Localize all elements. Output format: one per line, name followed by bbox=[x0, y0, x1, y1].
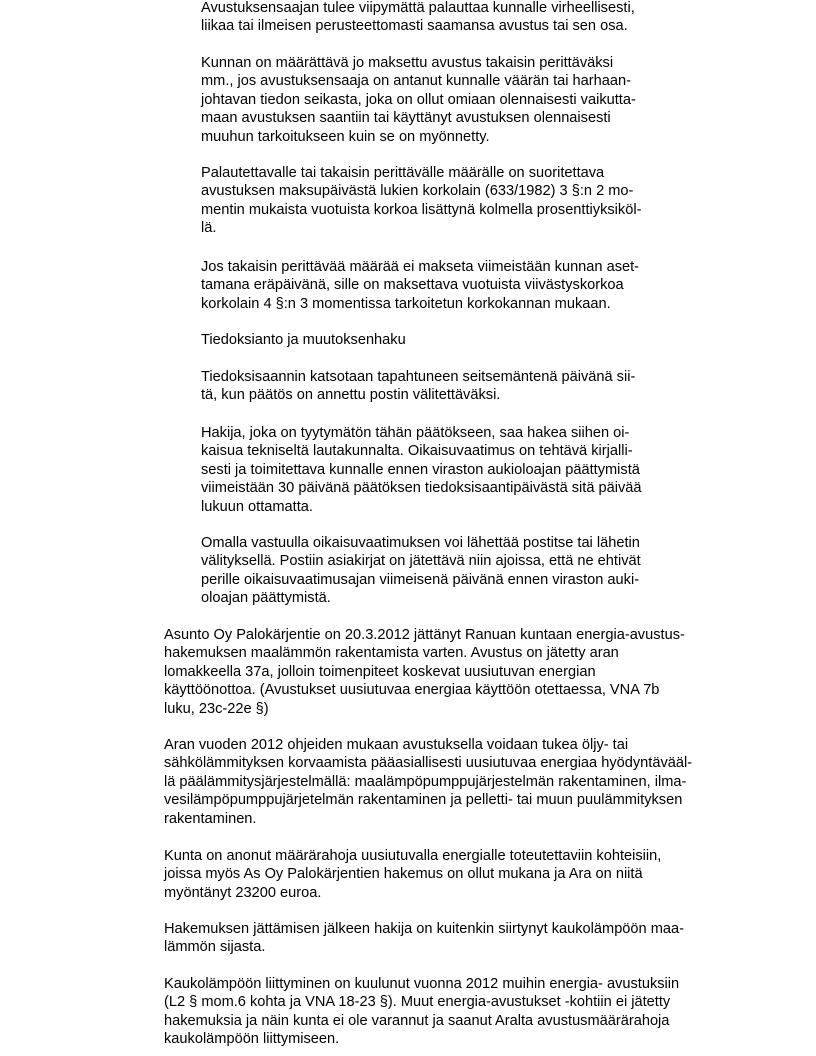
text-line: joissa myös As Oy Palokärjentien hakemus on ollut mukana ja Ara on niitä bbox=[164, 866, 643, 883]
text-line: Tiedoksisaannin katsotaan tapahtuneen seitsemäntenä päivänä sii- bbox=[201, 369, 636, 385]
main-paragraph-5 bbox=[164, 975, 679, 1049]
text-line: maan avustuksen saantiin tai käyttänyt avustuksen olennaisesti bbox=[201, 110, 611, 127]
indented-paragraph-8 bbox=[201, 534, 641, 608]
indented-paragraph-4 bbox=[201, 258, 639, 313]
text-line: perille oikaisuvaatimusajan viimeisenä päivänä ennen viraston auki- bbox=[201, 571, 640, 588]
text-line: rakentaminen. bbox=[164, 810, 257, 827]
text-line: myöntänyt 23200 euroa. bbox=[164, 884, 322, 901]
text-line: hakemuksen maalämmön rakentamista varten. Avustus on jätetty aran bbox=[164, 645, 619, 662]
indented-paragraph-6 bbox=[201, 368, 635, 405]
indented-paragraph-1 bbox=[201, 0, 635, 36]
text-line: hakemuksia ja näin kunta ei ole varannut ja saanut Aralta avustusmäärärahoja bbox=[164, 1012, 670, 1029]
text-line: kaukolämpöön liittymiseen. bbox=[164, 1031, 340, 1048]
text-line: Hakija, joka on tyytymätön tähän päätökseen, saa hakea siihen oi- bbox=[201, 425, 630, 441]
main-paragraph-3 bbox=[164, 847, 661, 902]
text-line: Kaukolämpöön liittyminen on kuulunut vuonna 2012 muihin energia- avustuksiin bbox=[164, 976, 680, 992]
main-paragraph-1 bbox=[164, 626, 685, 718]
section-heading bbox=[201, 331, 406, 349]
indented-paragraph-3 bbox=[201, 164, 641, 238]
text-line: Hakemuksen jättämisen jälkeen hakija on kuitenkin siirtynyt kaukolämpöön maa- bbox=[164, 921, 684, 937]
text-line: Jos takaisin perittävää määrää ei makseta viimeistään kunnan aset- bbox=[201, 259, 640, 275]
text-line: Avustuksensaajan tulee viipymättä palauttaa kunnalle virheellisesti, bbox=[201, 0, 635, 16]
text-line: luku, 23c-22e §) bbox=[164, 700, 269, 717]
indented-paragraph-2 bbox=[201, 54, 636, 146]
text-line: Aran vuoden 2012 ohjeiden mukaan avustuksella voidaan tukea öljy- tai bbox=[164, 737, 629, 753]
text-line: Palautettavalle tai takaisin perittävälle määrälle on suoritettava bbox=[201, 165, 605, 181]
text-line: tä, kun päätös on annettu postin välitettäväksi. bbox=[201, 387, 501, 404]
main-paragraph-4 bbox=[164, 920, 684, 957]
text-line: lomakkeella 37a, jolloin toimenpiteet koskevat uusiutuvan energian bbox=[164, 663, 596, 680]
text-line: vesilämpöpumppujärjetelmän rakentaminen ja pelletti- tai muun puulämmityksen bbox=[164, 792, 683, 809]
text-line: tamana eräpäivänä, sille on maksettava vuotuista viivästyskorkoa bbox=[201, 277, 624, 294]
text-line: välityksellä. Postiin asiakirjat on jätettävä niin ajoissa, että ne ehtivät bbox=[201, 553, 641, 570]
text-line: (L2 § mom.6 kohta ja VNA 18-23 §). Muut energia-avustukset -kohtiin ei jätetty bbox=[164, 994, 671, 1011]
indented-paragraph-7 bbox=[201, 424, 642, 516]
text-line: Kunta on anonut määrärahoja uusiutuvalla energialle toteutettaviin kohteisiin, bbox=[164, 848, 662, 864]
text-line: sesti ja toimitettava kunnalle ennen viraston aukioloajan päättymistä bbox=[201, 461, 640, 478]
text-line: mm., jos avustuksensaaja on antanut kunnalle väärän tai harhaan- bbox=[201, 73, 631, 90]
text-line: Kunnan on määrättävä jo maksettu avustus takaisin perittäväksi bbox=[201, 55, 614, 71]
text-line: käyttöönottoa. (Avustukset uusiutuvaa energiaa käyttöön otettaessa, VNA 7b bbox=[164, 682, 660, 699]
text-line: lukuun ottamatta. bbox=[201, 498, 313, 515]
text-line: oloajan päättymistä. bbox=[201, 590, 331, 607]
text-line: lä. bbox=[201, 220, 217, 237]
text-line: lä päälämmitysjärjestelmällä: maalämpöpumppujärjestelmän rakentaminen, ilma- bbox=[164, 773, 687, 790]
text-line: johtavan tiedon seikasta, joka on ollut omiaan olennaisesti vaikutta- bbox=[201, 91, 636, 108]
text-line: korkolain 4 §:n 3 momentissa tarkoitetun korkokannan mukaan. bbox=[201, 295, 611, 312]
text-line: lämmön sijasta. bbox=[164, 939, 266, 956]
text-line: viimeistään 30 päivänä päätöksen tiedoksisaantipäivästä sitä päivää bbox=[201, 480, 642, 497]
heading-text: Tiedoksianto ja muutoksenhaku bbox=[201, 332, 406, 348]
text-line: kaisua tekniseltä lautakunnalta. Oikaisuvaatimus on tehtävä kirjalli- bbox=[201, 443, 633, 460]
text-line: liikaa tai ilmeisen perusteettomasti saamansa avustus tai sen osa. bbox=[201, 18, 628, 35]
text-line: Omalla vastuulla oikaisuvaatimuksen voi lähettää postitse tai lähetin bbox=[201, 535, 640, 551]
text-line: sähkölämmityksen korvaamista pääasiallisesti uusiutuvaa energiaa hyödyntävääl- bbox=[164, 755, 693, 772]
text-line: muuhun tarkoitukseen kuin se on myönnetty. bbox=[201, 128, 490, 145]
text-line: Asunto Oy Palokärjentie on 20.3.2012 jättänyt Ranuan kuntaan energia-avustus- bbox=[164, 627, 685, 643]
text-line: mentin mukaista vuotuista korkoa lisättynä kolmella prosenttiyksiköl- bbox=[201, 201, 642, 218]
text-line: avustuksen maksupäivästä lukien korkolain (633/1982) 3 §:n 2 mo- bbox=[201, 183, 634, 200]
main-paragraph-2 bbox=[164, 736, 692, 828]
